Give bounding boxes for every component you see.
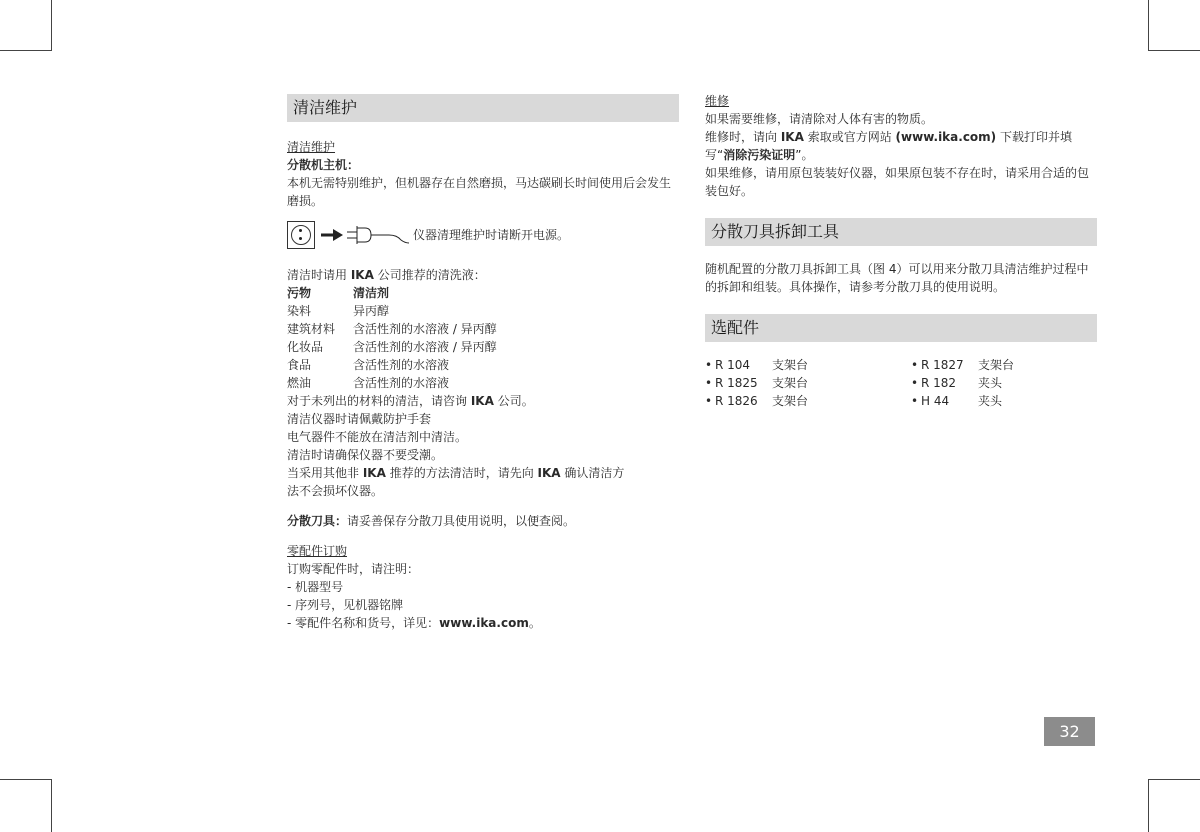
accessory-name: 支架台 bbox=[772, 376, 809, 390]
bullet: • bbox=[911, 376, 919, 390]
accessory-code: R 1825 bbox=[715, 376, 758, 390]
plug-icon bbox=[347, 224, 411, 246]
accessory-code: H 44 bbox=[921, 394, 950, 408]
crop-mark-br-h bbox=[1148, 779, 1200, 780]
bullet: • bbox=[705, 358, 713, 372]
right-column bbox=[705, 92, 1097, 410]
table-cell: 染料 bbox=[287, 304, 312, 318]
crop-mark-tr-h bbox=[1148, 50, 1200, 51]
crop-mark-tl-h bbox=[0, 50, 52, 51]
main-unit-text: 本机无需特别维护，但机器存在自然磨损，马达碳刷长时间使用后会发生磨损。 bbox=[287, 176, 672, 208]
section-title-cleaning: 清洁维护 bbox=[287, 94, 679, 122]
website-link[interactable]: www.ika.com bbox=[439, 616, 529, 630]
repair-2-p4: ”。 bbox=[795, 148, 814, 162]
cleaning-heading: 清洁维护 bbox=[287, 140, 336, 154]
unplug-text: 仪器清理维护时请断开电源。 bbox=[413, 228, 570, 242]
table-row bbox=[287, 356, 679, 374]
table-cell: 含活性剂的水溶液 / 异丙醇 bbox=[353, 340, 497, 354]
website-link[interactable]: (www.ika.com) bbox=[895, 130, 997, 144]
accessory-code: R 1826 bbox=[715, 394, 758, 408]
tool-text: 请妥善保存分散刀具使用说明，以便查阅。 bbox=[347, 514, 576, 528]
parts-heading: 零配件订购 bbox=[287, 544, 348, 558]
other-method-line-2: 法不会损坏仪器。 bbox=[287, 484, 384, 498]
repair-2-p3: 下载打印并填写“ bbox=[705, 130, 1072, 162]
accessory-code: R 1827 bbox=[921, 358, 964, 372]
list-item: - 机器型号 bbox=[287, 580, 344, 594]
parts-intro: 订购零配件时，请注明： bbox=[287, 562, 420, 576]
accessory-name: 支架台 bbox=[772, 358, 809, 372]
no-immerse-line: 电气器件不能放在清洁剂中清洁。 bbox=[287, 430, 468, 444]
accessory-name: 支架台 bbox=[978, 358, 1015, 372]
table-row bbox=[287, 338, 679, 356]
bullet: • bbox=[911, 394, 919, 408]
accessories-list bbox=[705, 356, 1097, 410]
unlisted-line bbox=[287, 392, 679, 410]
crop-mark-tl-v bbox=[51, 0, 52, 51]
accessory-name: 支架台 bbox=[772, 394, 809, 408]
table-header-dirt: 污物 bbox=[287, 286, 312, 300]
unplug-warning bbox=[287, 218, 679, 252]
repair-line-2 bbox=[705, 128, 1097, 164]
recommend-line bbox=[287, 266, 679, 284]
table-cell: 含活性剂的水溶液 / 异丙醇 bbox=[353, 322, 497, 336]
left-column bbox=[287, 94, 679, 632]
table-cell: 燃油 bbox=[287, 376, 312, 390]
socket-icon bbox=[287, 221, 315, 249]
other-method-p1: 当采用其他非 bbox=[287, 466, 363, 480]
table-cell: 化妆品 bbox=[287, 340, 324, 354]
table-cell: 建筑材料 bbox=[287, 322, 336, 336]
list-item bbox=[911, 374, 1097, 392]
list-item bbox=[911, 392, 1097, 410]
gloves-line: 清洁仪器时请佩戴防护手套 bbox=[287, 412, 432, 426]
repair-2-p1: 维修时，请向 bbox=[705, 130, 781, 144]
accessories-col-2 bbox=[911, 356, 1097, 410]
parts-last-suffix: 。 bbox=[528, 616, 541, 630]
other-method-line bbox=[287, 464, 679, 482]
unlisted-suffix: 公司。 bbox=[493, 394, 534, 408]
bullet: • bbox=[911, 358, 919, 372]
brand-ika: IKA bbox=[362, 466, 386, 480]
crop-mark-br-v bbox=[1148, 779, 1149, 832]
list-item: - 序列号，见机器铭牌 bbox=[287, 598, 404, 612]
crop-mark-bl-v bbox=[51, 779, 52, 832]
brand-ika: IKA bbox=[350, 268, 374, 282]
list-item bbox=[911, 356, 1097, 374]
accessory-code: R 104 bbox=[715, 358, 751, 372]
list-item bbox=[705, 374, 911, 392]
section-title-accessories: 选配件 bbox=[705, 314, 1097, 342]
list-item bbox=[705, 392, 911, 410]
main-unit-label: 分散机主机： bbox=[287, 158, 360, 172]
brand-ika: IKA bbox=[470, 394, 494, 408]
table-cell: 含活性剂的水溶液 bbox=[353, 376, 450, 390]
bullet: • bbox=[705, 376, 713, 390]
brand-ika: IKA bbox=[780, 130, 804, 144]
repair-line-3: 如果维修，请用原包装装好仪器，如果原包装不存在时，请采用合适的包装包好。 bbox=[705, 166, 1090, 198]
table-row bbox=[287, 320, 679, 338]
arrow-right-icon bbox=[319, 228, 345, 242]
crop-mark-bl-h bbox=[0, 779, 52, 780]
crop-mark-tr-v bbox=[1148, 0, 1149, 51]
recommend-suffix: 公司推荐的清洗液： bbox=[373, 268, 486, 282]
parts-last-prefix: - 零配件名称和货号，详见： bbox=[287, 616, 440, 630]
other-method-p3: 确认清洁方 bbox=[560, 466, 625, 480]
accessory-name: 夹头 bbox=[978, 394, 1003, 408]
section-title-tool: 分散刀具拆卸工具 bbox=[705, 218, 1097, 246]
repair-2-p2: 索取或官方网站 bbox=[803, 130, 896, 144]
accessory-name: 夹头 bbox=[978, 376, 1003, 390]
list-item bbox=[287, 614, 679, 632]
accessory-code: R 182 bbox=[921, 376, 957, 390]
table-row bbox=[287, 374, 679, 392]
tool-label: 分散刀具： bbox=[287, 514, 348, 528]
table-cell: 含活性剂的水溶液 bbox=[353, 358, 450, 372]
repair-line-1: 如果需要维修，请清除对人体有害的物质。 bbox=[705, 112, 934, 126]
table-cell: 异丙醇 bbox=[353, 304, 390, 318]
page-number: 32 bbox=[1044, 717, 1095, 746]
tool-section-text: 随机配置的分散刀具拆卸工具（图 4）可以用来分散刀具清洁维护过程中的拆卸和组装。具体操作，请参考分散刀具的使用说明。 bbox=[705, 262, 1089, 294]
list-item bbox=[705, 356, 911, 374]
accessories-col-1 bbox=[705, 356, 911, 410]
decontamination-certificate: 消除污染证明 bbox=[723, 148, 796, 162]
tool-line bbox=[287, 512, 679, 530]
table-row bbox=[287, 302, 679, 320]
unlisted-prefix: 对于未列出的材料的清洁，请咨询 bbox=[287, 394, 471, 408]
other-method-p2: 推荐的方法清洁时，请先向 bbox=[385, 466, 538, 480]
bullet: • bbox=[705, 394, 713, 408]
no-moisture-line: 清洁时请确保仪器不要受潮。 bbox=[287, 448, 444, 462]
repair-heading: 维修 bbox=[705, 94, 730, 108]
table-header-agent: 清洁剂 bbox=[353, 286, 390, 300]
table-cell: 食品 bbox=[287, 358, 312, 372]
cleaning-table-header bbox=[287, 284, 679, 302]
recommend-prefix: 清洁时请用 bbox=[287, 268, 351, 282]
brand-ika: IKA bbox=[537, 466, 561, 480]
